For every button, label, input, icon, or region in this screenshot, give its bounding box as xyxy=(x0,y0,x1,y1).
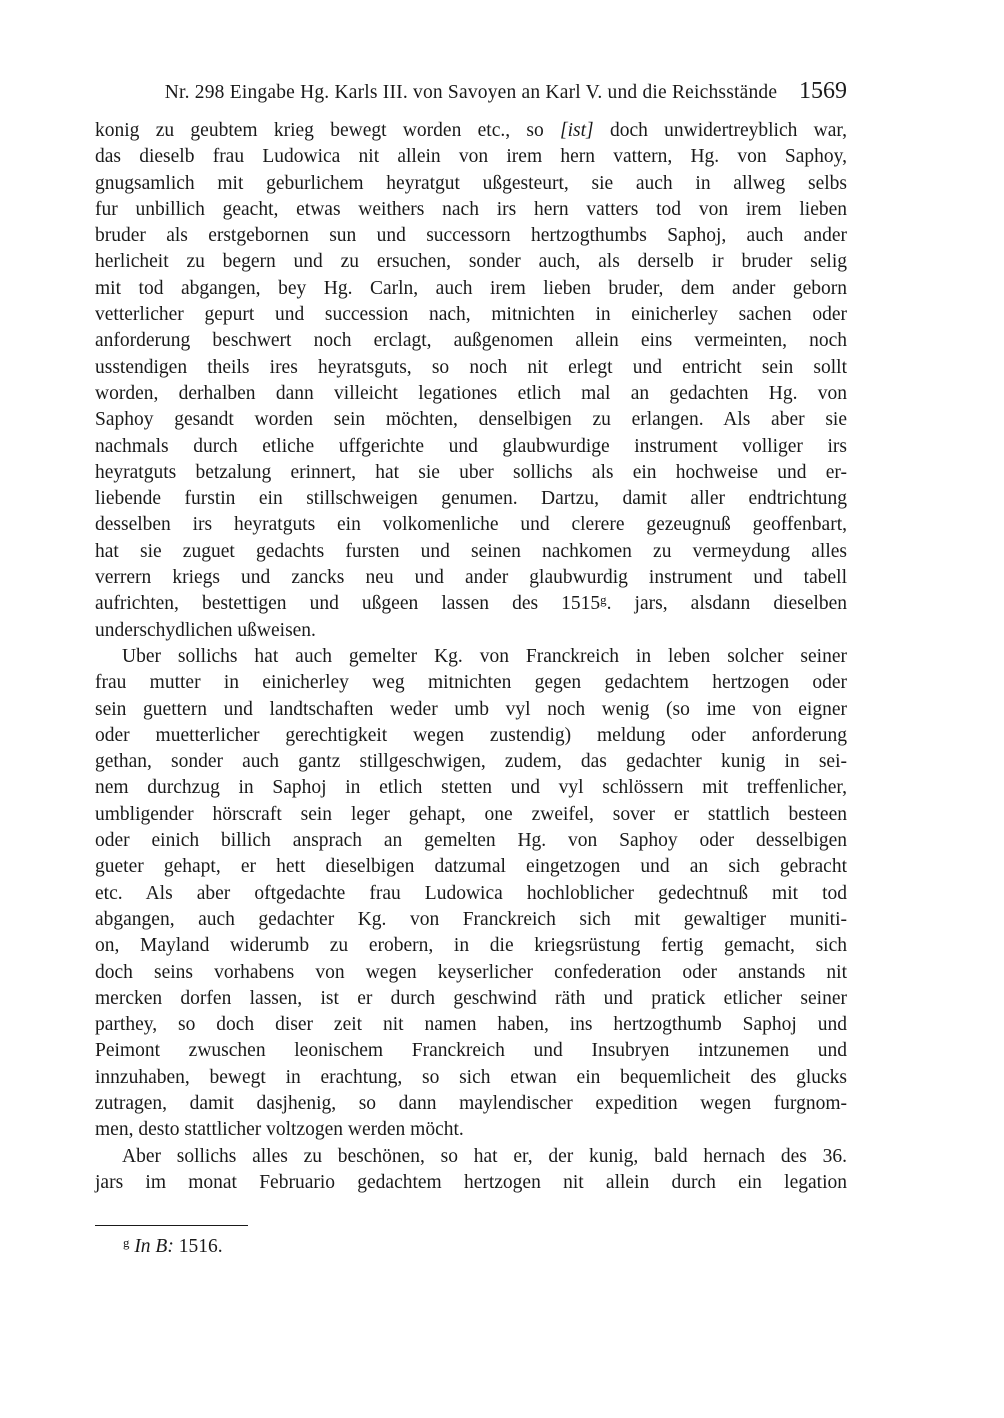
text-segment: abgangen, auch gedachter Kg. von Franckreich sich mit gewaltiger muniti- xyxy=(95,908,847,930)
text-line xyxy=(95,539,847,565)
text-segment: etc. Als aber oftgedachte frau Ludowica hochloblicher gedechtnuß mit tod xyxy=(95,882,847,904)
text-segment: oder muetterlicher gerechtigkeit wegen zustendig) meldung oder anforderung xyxy=(95,724,847,746)
text-segment: worden, derhalben dann villeicht legationes etlich mal an gedachten Hg. von xyxy=(95,382,847,404)
text-line xyxy=(95,723,847,749)
text-segment: men, desto stattlicher voltzogen werden möcht. xyxy=(95,1119,464,1141)
paragraph xyxy=(95,1144,847,1197)
text-segment: doch unwidertreyblich war, xyxy=(593,120,847,141)
footnote-line xyxy=(95,1231,847,1259)
text-line xyxy=(95,407,847,433)
text-segment: Peimont zwuschen leonischem Franckreich und Insubryen intzunemen und xyxy=(95,1040,847,1062)
text-line xyxy=(95,118,847,144)
editorial-insertion: [ist] xyxy=(560,120,594,141)
text-segment: gethan, sonder auch gantz stillgeschwigen, zudem, das gedachter kunig in sei- xyxy=(95,751,847,773)
running-head-title: Nr. 298 Eingabe Hg. Karls III. von Savoyen an Karl V. und die Reichsstände xyxy=(164,82,778,103)
text-line xyxy=(95,828,847,854)
text-line xyxy=(95,881,847,907)
text-segment: konig zu geubtem krieg bewegt worden etc., so xyxy=(95,120,561,141)
text-line xyxy=(95,565,847,591)
page-number: 1569 xyxy=(799,78,847,104)
text-line xyxy=(95,618,847,644)
text-line xyxy=(95,775,847,801)
text-line xyxy=(95,986,847,1012)
text-segment: nem durchzug in Saphoj in etlich stetten und vyl schlössern mit treffenlicher, xyxy=(95,777,847,799)
text-segment: frau mutter in einicherley weg mitnichten gegen gedachtem hertzogen oder xyxy=(95,672,847,694)
text-segment: sein guettern und landtschaften weder umb vyl noch wenig (so ime von eigner xyxy=(95,698,847,720)
text-segment: mit tod abgangen, bey Hg. Carln, auch irem lieben bruder, dem ander geborn xyxy=(95,277,847,299)
footnote-source: In B: xyxy=(134,1236,174,1258)
text-line xyxy=(95,960,847,986)
text-line xyxy=(95,1065,847,1091)
text-line xyxy=(95,223,847,249)
footnote-value: 1516. xyxy=(178,1236,223,1258)
text-line xyxy=(95,144,847,170)
text-segment: hat sie zuguet gedachts fursten und seinen nachkomen zu vermeydung alles xyxy=(95,540,847,562)
text-line xyxy=(95,854,847,880)
text-segment: mercken dorfen lassen, ist er durch geschwind räth und pratick etlicher seiner xyxy=(95,987,847,1009)
text-line xyxy=(95,1144,847,1170)
text-segment: Uber sollichs hat auch gemelter Kg. von Franckreich in leben solcher seiner xyxy=(122,645,847,667)
footnote-reference: g xyxy=(600,593,607,608)
text-line xyxy=(95,328,847,354)
text-line xyxy=(95,644,847,670)
text-line xyxy=(95,1091,847,1117)
text-line xyxy=(95,670,847,696)
paragraph xyxy=(95,644,847,1144)
text-line xyxy=(95,381,847,407)
text-line xyxy=(95,697,847,723)
text-segment: heyratguts betzalung erinnert, hat sie uber sollichs als ein hochweise und er- xyxy=(95,461,847,483)
text-line xyxy=(95,486,847,512)
text-line xyxy=(95,1012,847,1038)
text-segment: on, Mayland widerumb zu erobern, in die kriegsrüstung fertig gemacht, sich xyxy=(95,935,847,957)
paragraph xyxy=(95,118,847,644)
text-line xyxy=(95,907,847,933)
text-segment: zutragen, damit dasjhenig, so dann maylendischer expedition wegen furgnom- xyxy=(95,1092,847,1114)
text-segment: parthey, so doch diser zeit nit namen haben, ins hertzogthumb Saphoj und xyxy=(95,1014,847,1036)
text-line xyxy=(95,1117,847,1143)
text-segment: anforderung beschwert noch erclagt, außgenomen allein eins vermeinten, noch xyxy=(95,330,847,352)
text-segment: liebende furstin ein stillschweigen genumen. Dartzu, damit aller endtrichtung xyxy=(95,488,847,510)
text-line xyxy=(95,171,847,197)
text-line xyxy=(95,249,847,275)
text-line xyxy=(95,1170,847,1196)
text-segment: nachmals durch etliche uffgerichte und glaubwurdige instrument volliger irs xyxy=(95,435,847,457)
text-segment: fur unbillich geacht, etwas weithers nach irs hern vatters tod von irem lieben xyxy=(95,198,847,220)
text-segment: gnugsamlich mit geburlichem heyratgut ußgesteurt, sie auch in allweg selbs xyxy=(95,172,847,194)
text-segment: doch seins vorhabens von wegen keyserlicher confederation oder anstands nit xyxy=(95,961,847,983)
text-segment: verrern kriegs und zancks neu und ander glaubwurdig instrument und tabell xyxy=(95,567,847,589)
text-segment: umbligender hörscraft sein leger gehapt, one zweifel, sover er stattlich besteen xyxy=(95,803,847,825)
text-line xyxy=(95,302,847,328)
running-head xyxy=(95,79,847,107)
text-segment: vetterlicher gepurt und succession nach, mitnichten in einicherley sachen oder xyxy=(95,304,847,326)
text-segment: usstendigen theils ires heyratsguts, so noch nit erlegt und entricht sein sollt xyxy=(95,356,847,378)
text-segment: gueter gehapt, er hett dieselbigen datzumal eingetzogen und an sich gebracht xyxy=(95,856,847,878)
text-line xyxy=(95,355,847,381)
text-line xyxy=(95,434,847,460)
text-segment: oder einich billich ansprach an gemelten Hg. von Saphoy oder desselbigen xyxy=(95,830,847,852)
text-segment: jars im monat Februario gedachtem hertzogen nit allein durch ein legation xyxy=(95,1171,847,1193)
text-segment: desselben irs heyratguts ein volkomenliche und clerere gezeugnuß geoffenbart, xyxy=(95,514,847,536)
footnote xyxy=(95,1225,847,1259)
text-line xyxy=(95,749,847,775)
text-line xyxy=(95,1038,847,1064)
text-segment: Saphoy gesandt worden sein möchten, denselbigen zu erlangen. Als aber sie xyxy=(95,409,847,431)
footnote-marker: g xyxy=(123,1236,130,1250)
text-segment: bruder als erstgebornen sun und successorn hertzogthumbs Saphoj, auch ander xyxy=(95,225,847,247)
text-segment: underschydlichen ußweisen. xyxy=(95,619,316,641)
text-line xyxy=(95,276,847,302)
text-line xyxy=(95,460,847,486)
text-segment: das dieselb frau Ludowica nit allein von irem hern vattern, Hg. von Saphoy, xyxy=(95,146,847,168)
text-segment: Aber sollichs alles zu beschönen, so hat er, der kunig, bald hernach des 36. xyxy=(122,1145,847,1167)
text-line xyxy=(95,197,847,223)
text-segment: herlicheit zu begern und zu ersuchen, sonder auch, als derselb ir bruder selig xyxy=(95,251,847,273)
text-segment: aufrichten, bestettigen und ußgeen lassen des 1515 xyxy=(95,593,601,615)
text-segment: . jars, alsdann dieselben xyxy=(606,593,847,615)
text-segment: innzuhaben, bewegt in erachtung, so sich etwan ein bequemlicheit des glucks xyxy=(95,1066,847,1088)
footnote-rule xyxy=(95,1225,248,1226)
text-line xyxy=(95,512,847,538)
text-line xyxy=(95,802,847,828)
text-line xyxy=(95,591,847,617)
text-block xyxy=(95,118,847,1196)
text-line xyxy=(95,933,847,959)
